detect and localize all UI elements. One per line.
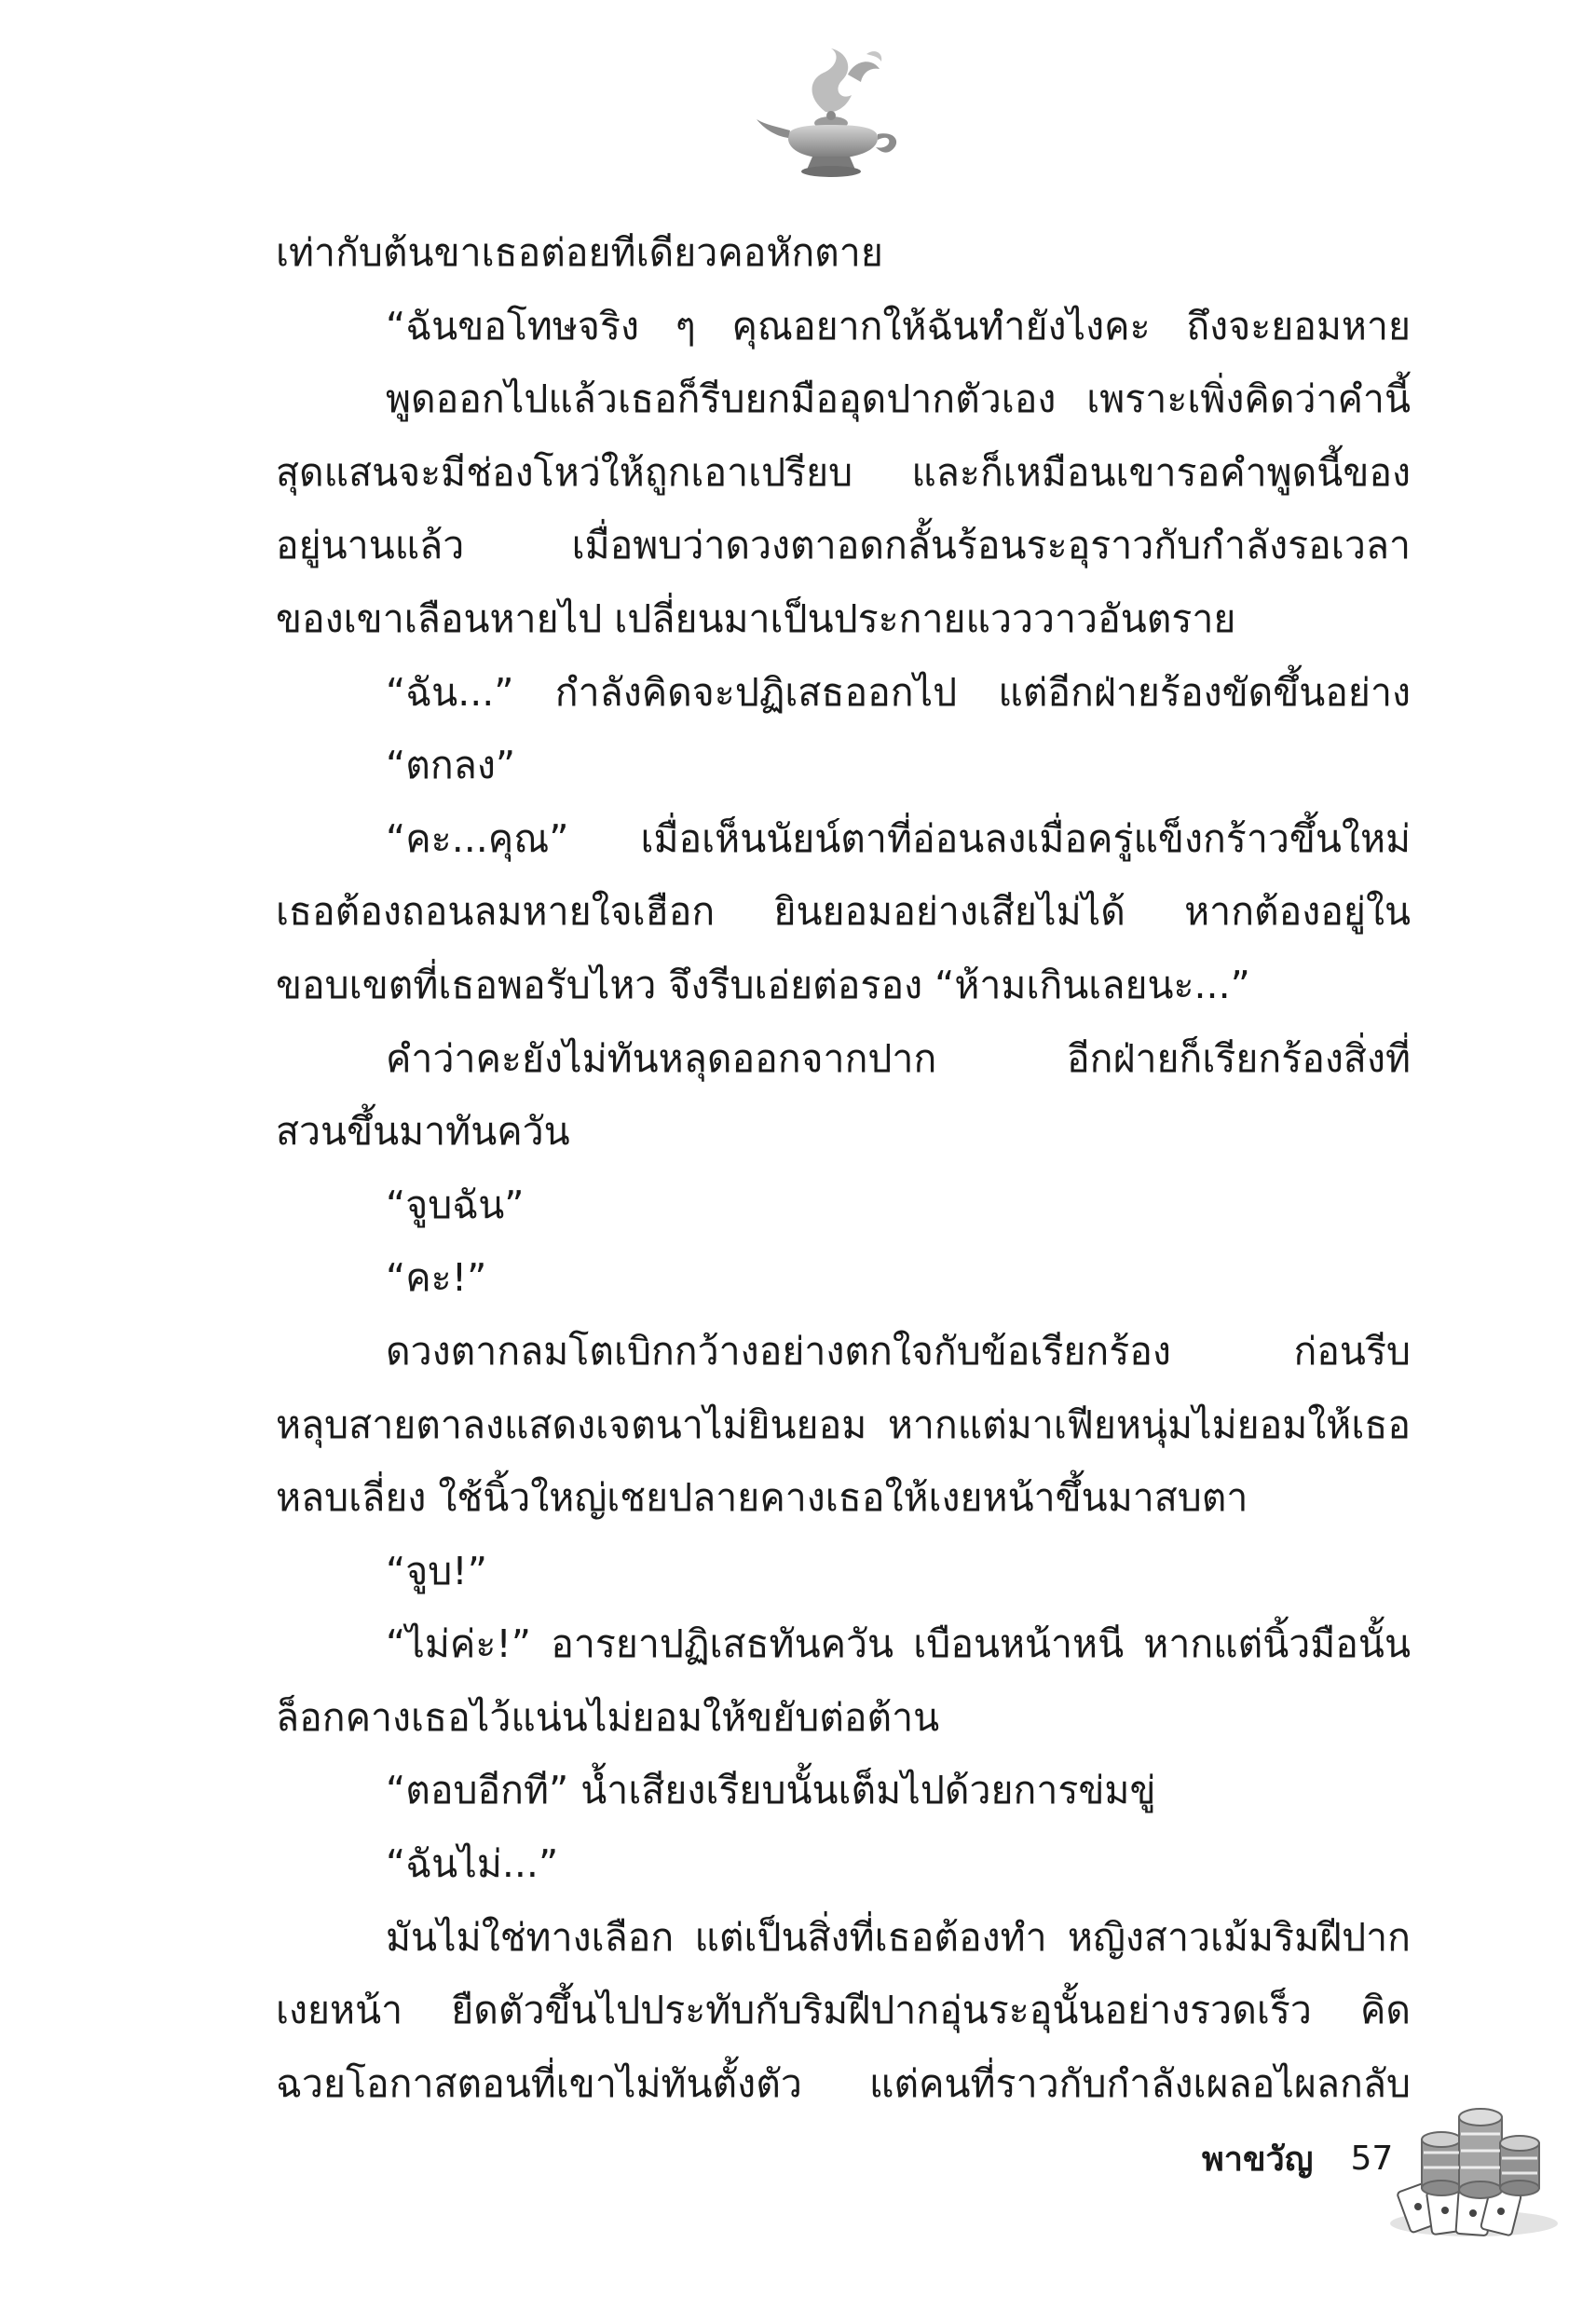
- text-line-19: “จูบ!”: [386, 1548, 487, 1593]
- text-line-10: เธอต้องถอนลมหายใจเฮือก ยินยอมอย่างเสียไม่ได้ หากต้องอยู่ใน: [276, 889, 1411, 935]
- text-line-12: คำว่าคะยังไม่ทันหลุดออกจากปาก อีกฝ่ายก็เรียกร้องสิ่งที่: [386, 1035, 1411, 1081]
- text-line-5: อยู่นานแล้ว เมื่อพบว่าดวงตาอดกลั้นร้อนระอุราวกับกำลังรอเวลา: [276, 523, 1411, 568]
- text-line-15: “คะ!”: [386, 1255, 487, 1301]
- text-line-2: “ฉันขอโทษจริง ๆ คุณอยากให้ฉันทำยังไงคะ ถึงจะยอมหาย: [386, 303, 1411, 349]
- running-book-title: พาขวัญ: [1202, 2140, 1314, 2179]
- text-line-3: พูดออกไปแล้วเธอก็รีบยกมืออุดปากตัวเอง เพราะเพิ่งคิดว่าคำนี้: [386, 376, 1411, 422]
- magic-lamp-icon: [751, 47, 909, 186]
- text-line-4: สุดแสนจะมีช่องโหว่ให้ถูกเอาเปรียบ และก็เหมือนเขารอคำพูดนี้ของ: [276, 449, 1411, 495]
- text-line-6: ของเขาเลือนหายไป เปลี่ยนมาเป็นประกายแวววาวอันตราย: [276, 595, 1236, 641]
- text-line-25: เงยหน้า ยืดตัวขึ้นไปประทับกับริมฝีปากอุ่นระอุนั้นอย่างรวดเร็ว คิด: [276, 1988, 1411, 2033]
- text-line-1: เท่ากับต้นขาเธอต่อยทีเดียวคอหักตาย: [276, 230, 883, 275]
- text-line-11: ขอบเขตที่เธอพอรับไหว จึงรีบเอ่ยต่อรอง “ห้ามเกินเลยนะ...”: [276, 962, 1250, 1007]
- text-line-21: ล็อกคางเธอไว้แน่นไม่ยอมให้ขยับต่อต้าน: [276, 1694, 940, 1740]
- text-line-7: “ฉัน...” กำลังคิดจะปฏิเสธออกไป แต่อีกฝ่ายร้องขัดขึ้นอย่าง: [386, 669, 1411, 715]
- text-line-22: “ตอบอีกที” น้ำเสียงเรียบนั้นเต็มไปด้วยการข่มขู่: [386, 1768, 1156, 1813]
- text-line-18: หลบเลี่ยง ใช้นิ้วใหญ่เชยปลายคางเธอให้เงยหน้าขึ้นมาสบตา: [276, 1475, 1248, 1521]
- body-text: [276, 216, 1411, 2120]
- text-line-26: ฉวยโอกาสตอนที่เขาไม่ทันตั้งตัว แต่คนที่ราวกับกำลังเผลอไผลกลับ: [276, 2060, 1411, 2106]
- text-line-17: หลุบสายตาลงแสดงเจตนาไม่ยินยอม หากแต่มาเฟียหนุ่มไม่ยอมให้เธอ: [276, 1402, 1411, 1447]
- text-line-23: “ฉันไม่...”: [386, 1841, 559, 1887]
- text-line-24: มันไม่ใช่ทางเลือก แต่เป็นสิ่งที่เธอต้องทำ หญิงสาวเม้มริมฝีปาก: [386, 1914, 1411, 1960]
- text-line-8: “ตกลง”: [386, 743, 516, 788]
- text-line-20: “ไม่ค่ะ!” อารยาปฏิเสธทันควัน เบือนหน้าหนี หากแต่นิ้วมือนั้น: [386, 1621, 1411, 1667]
- text-line-16: ดวงตากลมโตเบิกกว้างอย่างตกใจกับข้อเรียกร้อง ก่อนรีบ: [386, 1328, 1411, 1374]
- text-line-9: “คะ...คุณ” เมื่อเห็นนัยน์ตาที่อ่อนลงเมื่อครู่แข็งกร้าวขึ้นใหม่: [386, 815, 1411, 861]
- text-line-14: “จูบฉัน”: [386, 1182, 525, 1227]
- text-line-13: สวนขึ้นมาทันควัน: [276, 1109, 570, 1155]
- casino-chips-cards-icon: [1385, 2085, 1562, 2244]
- page-number: 57: [1350, 2139, 1394, 2178]
- page-footer: [1202, 2130, 1393, 2186]
